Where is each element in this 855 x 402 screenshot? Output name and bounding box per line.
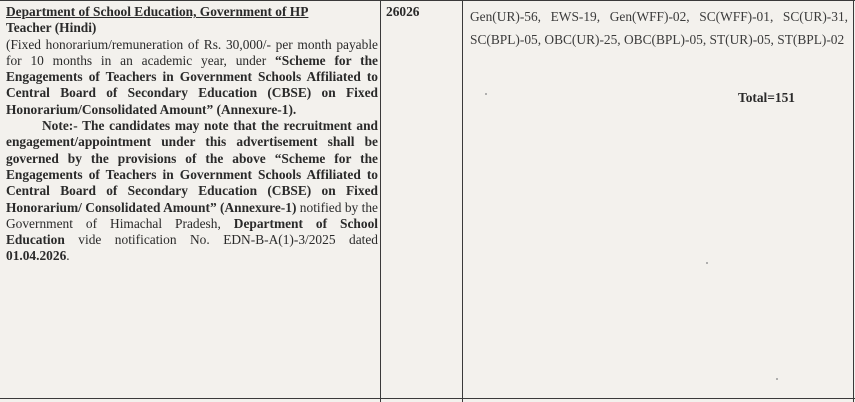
note-period: . — [66, 248, 70, 264]
scan-speck — [485, 93, 487, 95]
column-divider-2 — [462, 0, 463, 402]
total-vacancies: Total=151 — [738, 90, 795, 105]
honorarium-paragraph — [6, 37, 378, 118]
scan-speck — [706, 262, 708, 264]
note-mid-text: notified by the Government of Himachal Pradesh, — [6, 199, 378, 231]
column-divider-3 — [853, 0, 854, 402]
category-breakup: Gen(UR)-56, EWS-19, Gen(WFF)-02, SC(WFF)-01, SC(UR)-31, SC(BPL)-05, OBC(UR)-25, OBC(BPL)-05, ST(UR)-05, ST(BPL)-02 — [470, 9, 848, 47]
note-date: 01.04.2026 — [6, 248, 67, 264]
post-code: 26026 — [386, 4, 420, 19]
note-paragraph — [6, 118, 378, 265]
post-description-cell — [6, 4, 378, 265]
column-divider-1 — [380, 0, 381, 402]
note-department: Department of School Education — [6, 215, 378, 248]
post-title: Teacher (Hindi) — [6, 20, 97, 36]
note-bold-text: Note:- The candidates may note that the recruitment and engagement/appointment under this advertisement shall be governed by the provisions of the above “Scheme for the Engagements of Teachers in Government Schools Affiliated to Central Board of Secondary Education (CBSE) on Fixed Honorarium/ Consolidated Amount” (Annexure-1) — [6, 118, 378, 215]
scheme-name: “Scheme for the Engagements of Teachers in Government Schools Affiliated to Central Board of Secondary Education (CBSE) on Fixed Honorarium/Consolidated Amount” (Annexure-1). — [6, 52, 378, 117]
table-top-border — [0, 0, 855, 1]
honorarium-text: (Fixed honorarium/remuneration of Rs. 30,000/- per month payable for 10 months in an academic year, under — [6, 36, 378, 68]
note-end-text: vide notification No. EDN-B-A(1)-3/2025 dated — [64, 232, 378, 248]
scan-speck — [776, 378, 778, 380]
department-heading: Department of School Education, Government of HP — [6, 4, 309, 19]
table-bottom-border — [0, 398, 855, 399]
